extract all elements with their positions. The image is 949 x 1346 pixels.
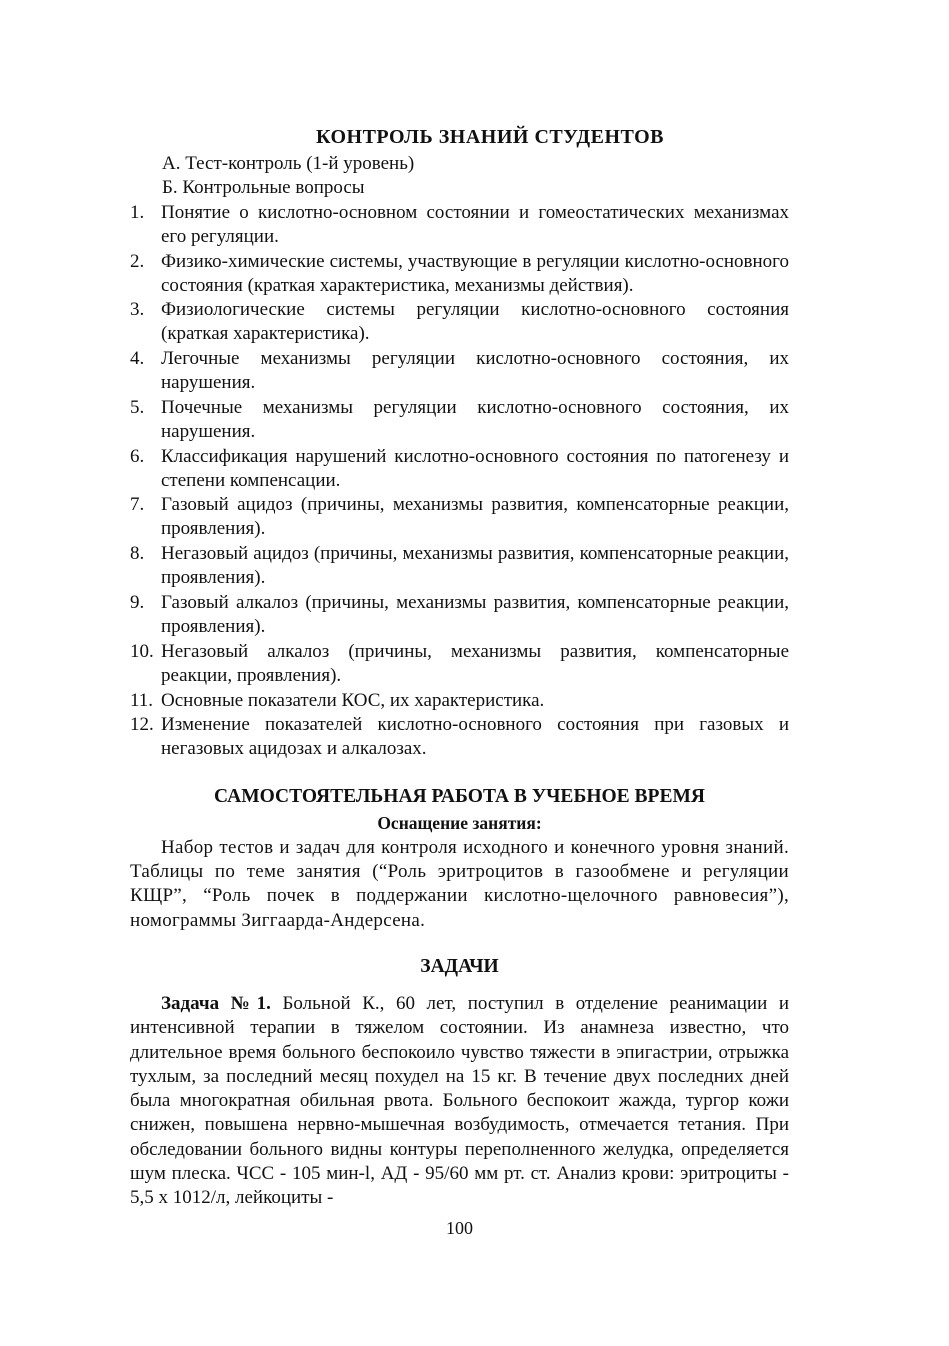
question-text: Негазовый ацидоз (причины, механизмы развития, компенсаторные реакции, проявления). <box>161 543 789 589</box>
question-item <box>130 445 789 494</box>
question-item <box>130 689 789 713</box>
question-text: Физико-химические системы, участвующие в регуляции кислотно-основного состояния (краткая характеристика, механизмы действия). <box>161 251 789 297</box>
question-item <box>130 250 789 299</box>
question-number: 7. <box>130 494 145 515</box>
question-number: 10. <box>130 641 154 662</box>
question-text: Изменение показателей кислотно-основного состояния при газовых и негазовых ацидозах и алкалозах. <box>161 714 789 760</box>
question-item <box>130 713 789 762</box>
heading-knowledge-control: КОНТРОЛЬ ЗНАНИЙ СТУДЕНТОВ <box>315 126 665 148</box>
question-item <box>130 396 789 445</box>
question-item <box>130 298 789 347</box>
heading-equipment: Оснащение занятия: <box>377 813 542 833</box>
question-number: 1. <box>130 202 145 223</box>
question-number: 5. <box>130 397 145 418</box>
question-item <box>130 201 789 250</box>
question-text: Газовый ацидоз (причины, механизмы развития, компенсаторные реакции, проявления). <box>161 494 789 540</box>
question-number: 8. <box>130 543 145 564</box>
subitem-test-control: А. Тест-контроль (1-й уровень) <box>162 153 415 174</box>
equipment-paragraph: Набор тестов и задач для контроля исходного и конечного уровня знаний. Таблицы по теме занятия (“Роль эритроцитов в газообмене и регуляции КЩР”, “Роль почек в поддержании кислотно-щелочного равновесия”), номограммы Зиггаарда-Андерсена. <box>130 837 789 931</box>
heading-self-work: САМОСТОЯТЕЛЬНАЯ РАБОТА В УЧЕБНОЕ ВРЕМЯ <box>214 786 705 807</box>
question-number: 12. <box>130 714 154 735</box>
question-text: Основные показатели КОС, их характеристика. <box>161 690 545 711</box>
question-number: 4. <box>130 348 145 369</box>
question-number: 3. <box>130 299 145 320</box>
question-number: 11. <box>130 690 154 711</box>
question-text: Понятие о кислотно-основном состоянии и гомеостатических механизмах его регуляции. <box>161 202 789 248</box>
question-item <box>130 493 789 542</box>
task-1-label: Задача №1. <box>161 993 271 1014</box>
question-item <box>130 542 789 591</box>
question-number: 9. <box>130 592 145 613</box>
question-text: Негазовый алкалоз (причины, механизмы развития, компенсаторные реакции, проявления). <box>161 641 789 687</box>
question-number: 6. <box>130 446 145 467</box>
question-text: Физиологические системы регуляции кислотно-основного состояния (краткая характеристика). <box>161 299 789 345</box>
question-text: Газовый алкалоз (причины, механизмы развития, компенсаторные реакции, проявления). <box>161 592 789 638</box>
question-item <box>130 347 789 396</box>
question-text: Легочные механизмы регуляции кислотно-основного состояния, их нарушения. <box>161 348 789 394</box>
question-item <box>130 640 789 689</box>
heading-tasks: ЗАДАЧИ <box>420 956 499 977</box>
question-item <box>130 591 789 640</box>
task-1-paragraph <box>130 992 789 1210</box>
question-text: Классификация нарушений кислотно-основного состояния по патогенезу и степени компенсации. <box>161 446 789 492</box>
question-text: Почечные механизмы регуляции кислотно-основного состояния, их нарушения. <box>161 397 789 443</box>
page-number: 100 <box>446 1218 473 1238</box>
task-1-text: Больной К., 60 лет, поступил в отделение реанимации и интенсивной терапии в тяжелом состоянии. Из анамнеза известно, что длительное время больного беспокоило чувство тяжести в эпигастрии, отрыжка тухлым, за последний месяц похудел на 15 кг. В течение двух последних дней была многократная обильная рвота. Больного беспокоит жажда, тургор кожи снижен, повышена нервно-мышечная возбудимость, отмечается тетания. При обследовании больного видны контуры переполненного желудка, определяется шум плеска. ЧСС - 105 мин-l, АД - 95/60 мм рт. ст. Анализ крови: эритроциты - 5,5 х 1012/л, лейкоциты - <box>130 993 789 1208</box>
subitem-control-questions: Б. Контрольные вопросы <box>162 177 365 198</box>
question-number: 2. <box>130 251 145 272</box>
